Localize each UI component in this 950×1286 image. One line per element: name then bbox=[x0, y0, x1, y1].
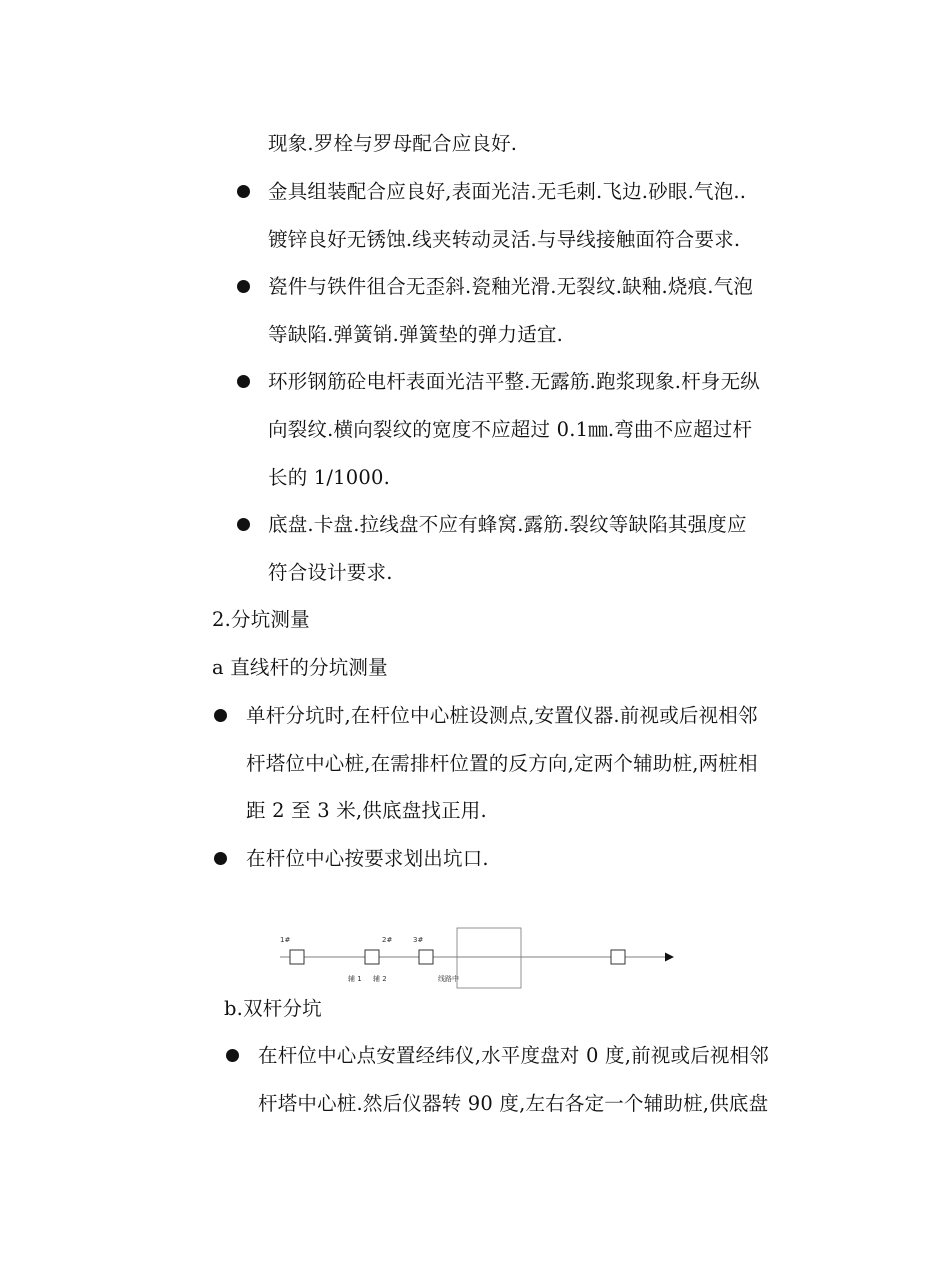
pit-outline bbox=[457, 928, 521, 988]
text-line: 长的 1/1000. bbox=[268, 466, 390, 489]
stake-1 bbox=[290, 950, 304, 964]
label-2: 2# bbox=[382, 936, 393, 944]
text-line: 杆塔位中心桩,在需排杆位置的反方向,定两个辅助桩,两桩相 bbox=[246, 752, 758, 775]
stake-layout-diagram bbox=[270, 920, 690, 1000]
bullet-icon bbox=[237, 280, 250, 293]
text-line: 环形钢筋砼电杆表面光洁平整.无露筋.跑浆现象.杆身无纵 bbox=[268, 370, 760, 393]
text-line: 距 2 至 3 米,供底盘找正用. bbox=[246, 799, 487, 822]
text-line: 现象.罗栓与罗母配合应良好. bbox=[268, 132, 518, 155]
bullet-icon bbox=[237, 375, 250, 388]
bullet-icon bbox=[214, 709, 227, 722]
stake-3 bbox=[419, 950, 433, 964]
arrow-icon bbox=[665, 953, 674, 962]
bullet-icon bbox=[237, 518, 250, 531]
text-line: 单杆分坑时,在杆位中心桩设测点,安置仪器.前视或后视相邻 bbox=[246, 704, 758, 727]
subsection-heading: a 直线杆的分坑测量 bbox=[212, 656, 388, 679]
text-line: 镀锌良好无锈蚀.线夹转动灵活.与导线接触面符合要求. bbox=[268, 228, 741, 251]
text-line: 杆塔中心桩.然后仪器转 90 度,左右各定一个辅助桩,供底盘 bbox=[258, 1092, 769, 1115]
text-line: 符合设计要求. bbox=[268, 561, 393, 584]
text-line: 向裂纹.横向裂纹的宽度不应超过 0.1㎜.弯曲不应超过杆 bbox=[268, 418, 753, 441]
bullet-icon bbox=[214, 852, 227, 865]
text-line: 等缺陷.弹簧销.弹簧垫的弹力适宜. bbox=[268, 323, 563, 346]
stake-end bbox=[611, 950, 625, 964]
bullet-icon bbox=[226, 1049, 239, 1062]
text-line: 底盘.卡盘.拉线盘不应有蜂窝.露筋.裂纹等缺陷其强度应 bbox=[268, 513, 747, 536]
text-line: 金具组装配合应良好,表面光洁.无毛刺.飞边.砂眼.气泡.. bbox=[268, 180, 747, 203]
text-line: 在杆位中心按要求划出坑口. bbox=[246, 847, 489, 870]
label-aux-2: 辅 2 bbox=[373, 975, 387, 983]
text-line: 在杆位中心点安置经纬仪,水平度盘对 0 度,前视或后视相邻 bbox=[258, 1044, 770, 1067]
stake-2 bbox=[365, 950, 379, 964]
bullet-icon bbox=[237, 185, 250, 198]
section-heading: 2.分坑测量 bbox=[212, 608, 310, 631]
label-1: 1# bbox=[280, 936, 291, 944]
text-line: 瓷件与铁件徂合无歪斜.瓷釉光滑.无裂纹.缺釉.烧痕.气泡 bbox=[268, 275, 754, 298]
subsection-heading: b.双杆分坑 bbox=[224, 997, 322, 1020]
label-3: 3# bbox=[413, 936, 424, 944]
label-aux-1: 辅 1 bbox=[348, 975, 362, 983]
label-line: 线路中 bbox=[438, 975, 459, 983]
